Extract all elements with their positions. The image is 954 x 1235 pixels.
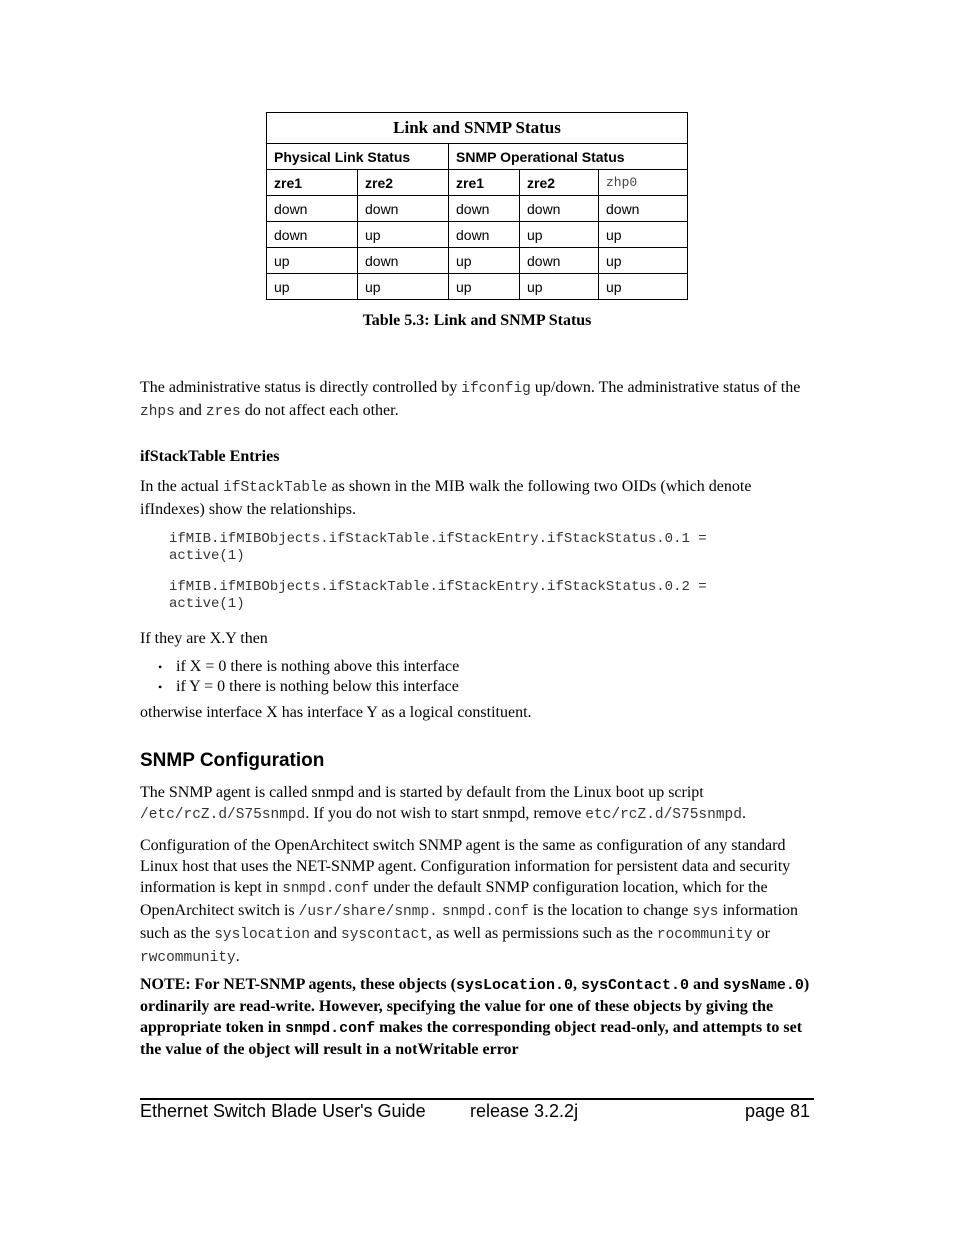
list-item xyxy=(140,677,820,697)
inline-code: rocommunity xyxy=(656,927,753,943)
text: makes the corresponding object read-only, and attempts to set the value of the object will result in a notWritable error xyxy=(140,1019,803,1058)
text: NOTE: For NET-SNMP agents, these objects ( xyxy=(140,976,456,993)
list-item-text: if Y = 0 there is nothing below this interface xyxy=(176,678,459,695)
ifstacktable-paragraph xyxy=(140,476,820,520)
inline-code: sys xyxy=(692,904,719,920)
text: In the actual xyxy=(140,478,224,495)
text: information such as the xyxy=(140,902,799,942)
text: as shown in the MIB walk the following two OIDs (which denote ifIndexes) show the relationships. xyxy=(140,478,752,518)
column-header: zre1 xyxy=(449,170,520,196)
group-header-physical: Physical Link Status xyxy=(267,144,449,170)
link-snmp-status-table xyxy=(266,112,688,300)
inline-code: sysLocation.0 xyxy=(455,977,574,994)
code-block-oid-2: ifMIB.ifMIBObjects.ifStackTable.ifStackEntry.ifStackStatus.0.2 = active(1) xyxy=(169,579,707,612)
table-row xyxy=(267,248,688,274)
column-header: zre2 xyxy=(358,170,449,196)
list-item xyxy=(140,657,820,677)
admin-status-paragraph xyxy=(140,377,820,423)
text: . xyxy=(235,948,240,965)
xy-outro: otherwise interface X has interface Y as a logical constituent. xyxy=(140,704,532,721)
table-row xyxy=(267,222,688,248)
bullet-icon: • xyxy=(158,660,163,674)
table-cell: down xyxy=(449,222,520,248)
column-header-row xyxy=(267,170,688,196)
inline-code: snmpd.conf xyxy=(282,881,370,897)
text: is the location to change xyxy=(528,902,693,919)
table-cell: up xyxy=(449,248,520,274)
footer-release: release 3.2.2j xyxy=(470,1101,579,1121)
table-cell: up xyxy=(267,248,358,274)
list-item-text: if X = 0 there is nothing above this interface xyxy=(176,658,460,675)
text: The administrative status is directly controlled by xyxy=(140,379,462,396)
inline-code: /etc/rcZ.d/S75snmpd xyxy=(140,807,306,823)
footer-page-number: page 81 xyxy=(745,1101,811,1121)
inline-code: zhps xyxy=(140,404,175,420)
bullet-icon: • xyxy=(158,680,163,694)
table-cell: up xyxy=(358,274,449,300)
table-cell: down xyxy=(520,248,599,274)
ifstacktable-heading: ifStackTable Entries xyxy=(140,448,280,465)
text: Configuration of the OpenArchitect switch SNMP agent is the same as configuration of any standard Linux host that uses the NET-SNMP agent. Configuration information for persistent data and security information is kept in xyxy=(140,837,791,896)
text: The SNMP agent is called snmpd and is started by default from the Linux boot up script xyxy=(140,784,704,801)
table-row xyxy=(267,196,688,222)
text: , as well as permissions such as the xyxy=(428,925,657,942)
text: and xyxy=(309,925,342,942)
group-header-snmp: SNMP Operational Status xyxy=(449,144,688,170)
text: , xyxy=(573,976,582,993)
snmp-configuration-heading: SNMP Configuration xyxy=(140,750,325,771)
column-header: zre2 xyxy=(520,170,599,196)
text: . If you do not wish to start snmpd, remove xyxy=(305,805,586,822)
text: or xyxy=(752,925,770,942)
table-cell: up xyxy=(449,274,520,300)
text: . xyxy=(741,805,746,822)
table-cell: down xyxy=(267,196,358,222)
table-cell: up xyxy=(520,274,599,300)
column-header: zhp0 xyxy=(599,170,688,196)
table-cell: down xyxy=(358,196,449,222)
table-cell: up xyxy=(599,248,688,274)
inline-code: zres xyxy=(205,404,241,420)
inline-code: rwcommunity xyxy=(140,950,236,966)
footer-title: Ethernet Switch Blade User's Guide xyxy=(140,1101,426,1121)
table-cell: up xyxy=(267,274,358,300)
table-row xyxy=(267,274,688,300)
table-caption: Table 5.3: Link and SNMP Status xyxy=(362,312,592,329)
table-cell: up xyxy=(599,274,688,300)
table-cell: up xyxy=(358,222,449,248)
xy-bullet-list xyxy=(140,657,820,697)
table-cell: up xyxy=(599,222,688,248)
note-paragraph xyxy=(140,974,820,1060)
footer-rule xyxy=(140,1098,814,1100)
inline-code: etc/rcZ.d/S75snmpd xyxy=(585,807,742,823)
xy-intro: If they are X.Y then xyxy=(140,630,268,647)
snmp-agent-paragraph xyxy=(140,782,820,826)
text: do not affect each other. xyxy=(240,402,399,419)
inline-code: snmpd.conf xyxy=(441,904,529,920)
inline-code: syscontact xyxy=(341,927,429,943)
inline-code: sysContact.0 xyxy=(581,977,690,994)
table-cell: down xyxy=(267,222,358,248)
inline-code: /usr/share/snmp. xyxy=(298,904,438,920)
text: under the default SNMP configuration location, which for the OpenArchitect switch is xyxy=(140,879,768,919)
table-cell: up xyxy=(520,222,599,248)
inline-code: syslocation xyxy=(214,927,310,943)
text: ) ordinarily are read-write. However, specifying the value for one of these objects by giving the appropriate token in xyxy=(140,976,810,1036)
table-title: Link and SNMP Status xyxy=(267,113,688,144)
text: up/down. The administrative status of the xyxy=(530,379,801,396)
text: and xyxy=(689,976,723,993)
code-block-oid-1: ifMIB.ifMIBObjects.ifStackTable.ifStackEntry.ifStackStatus.0.1 = active(1) xyxy=(169,531,707,564)
table-cell: down xyxy=(358,248,449,274)
text: and xyxy=(174,402,206,419)
table-cell: down xyxy=(520,196,599,222)
inline-code: snmpd.conf xyxy=(285,1020,376,1037)
inline-code: sysName.0 xyxy=(722,977,804,994)
column-header: zre1 xyxy=(267,170,358,196)
inline-code: ifStackTable xyxy=(223,480,328,496)
table-cell: down xyxy=(449,196,520,222)
snmp-config-paragraph xyxy=(140,835,820,969)
table-cell: down xyxy=(599,196,688,222)
inline-code: ifconfig xyxy=(461,381,531,397)
